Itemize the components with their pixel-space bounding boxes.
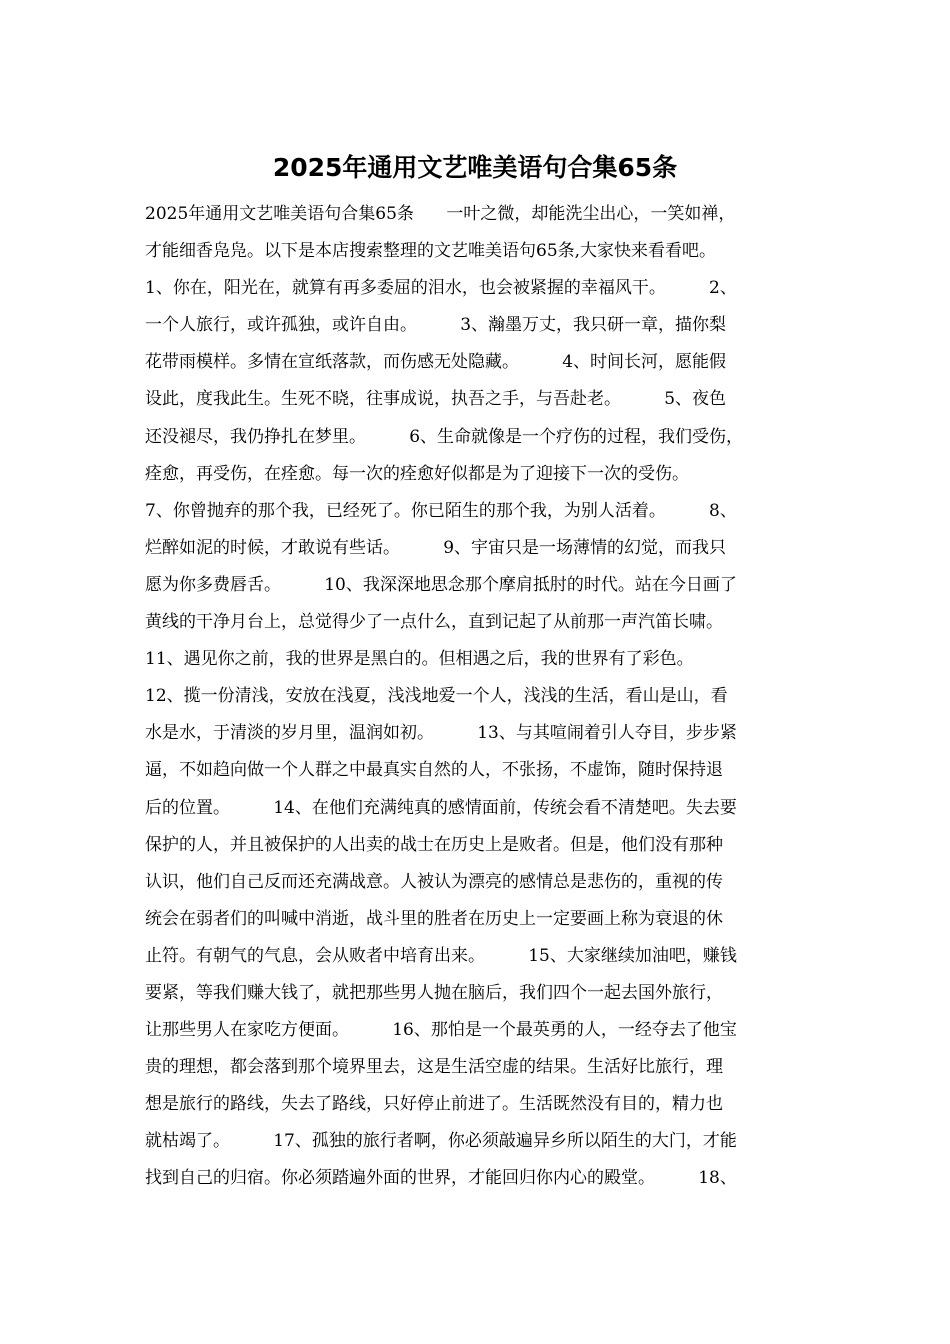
body-line: 水是水，于清淡的岁月里，温润如初。 13、与其喧闹着引人夺目，步步紧	[145, 723, 737, 744]
body-line: 认识，他们自己反而还充满战意。人被认为漂亮的感情总是悲伤的，重视的传	[145, 871, 723, 892]
body-line: 找到自己的归宿。你必须踏遍外面的世界，才能回归你内心的殿堂。 18、	[145, 1168, 737, 1189]
body-line: 统会在弱者们的叫喊中消逝，战斗里的胜者在历史上一定要画上称为衰退的休	[145, 908, 723, 929]
body-line: 痊愈，再受伤，在痊愈。每一次的痊愈好似都是为了迎接下一次的受伤。	[145, 463, 689, 484]
body-line: 要紧，等我们赚大钱了，就把那些男人抛在脑后，我们四个一起去国外旅行，	[145, 982, 723, 1003]
body-line: 2025年通用文艺唯美语句合集65条 一叶之微，却能洗尘出心，一笑如禅，	[145, 204, 736, 224]
body-line: 烂醉如泥的时候，才敢说有些话。 9、宇宙只是一场薄情的幻觉，而我只	[145, 537, 727, 558]
body-line: 黄线的干净月台上，总觉得少了一点什么，直到记起了从前那一声汽笛长啸。	[145, 612, 723, 633]
body-line: 一个人旅行，或许孤独，或许自由。 3、瀚墨万丈，我只研一章，描你梨	[145, 315, 727, 336]
body-line: 后的位置。 14、在他们充满纯真的感情面前，传统会看不清楚吧。失去要	[145, 797, 737, 818]
body-line: 愿为你多费唇舌。 10、我深深地思念那个摩肩抵肘的时代。站在今日画了	[145, 574, 737, 595]
document-title: 2025年通用文艺唯美语句合集65条	[272, 153, 678, 182]
body-line: 逼，不如趋向做一个人群之中最真实自然的人，不张扬，不虚饰，随时保持退	[145, 760, 723, 781]
document-body	[145, 196, 825, 1198]
body-line: 7、你曾抛弃的那个我，已经死了。你已陌生的那个我，为别人活着。 8、	[145, 500, 737, 521]
body-line: 12、揽一份清浅，安放在浅夏，浅浅地爱一个人，浅浅的生活，看山是山，看	[145, 686, 728, 707]
body-line: 想是旅行的路线，失去了路线，只好停止前进了。生活既然没有目的，精力也	[145, 1094, 723, 1115]
body-line: 花带雨模样。多情在宣纸落款，而伤感无处隐藏。 4、时间长河，愿能假	[145, 352, 727, 373]
body-line: 才能细香凫凫。以下是本店搜索整理的文艺唯美语句65条,大家快来看看吧。	[145, 241, 717, 262]
body-line: 1、你在，阳光在，就算有再多委屈的泪水，也会被紧握的幸福风干。 2、	[145, 278, 737, 299]
body-line: 还没褪尽，我仍挣扎在梦里。 6、生命就像是一个疗伤的过程，我们受伤，	[145, 426, 744, 447]
body-line: 就枯竭了。 17、孤独的旅行者啊，你必须敲遍异乡所以陌生的大门，才能	[145, 1131, 737, 1152]
body-line: 11、遇见你之前，我的世界是黑白的。但相遇之后，我的世界有了彩色。	[145, 649, 694, 670]
body-line: 让那些男人在家吃方便面。 16、那怕是一个最英勇的人，一经夺去了他宝	[145, 1020, 737, 1041]
body-line: 设此，度我此生。生死不晓，往事成说，执吾之手，与吾赴老。 5、夜色	[145, 389, 727, 410]
body-line: 保护的人，并且被保护的人出卖的战士在历史上是败者。但是，他们没有那种	[145, 834, 723, 855]
body-line: 贵的理想，都会落到那个境界里去，这是生活空虚的结果。生活好比旅行，理	[145, 1057, 723, 1078]
body-line: 止符。有朝气的气息，会从败者中培育出来。 15、大家继续加油吧，赚钱	[145, 945, 737, 966]
